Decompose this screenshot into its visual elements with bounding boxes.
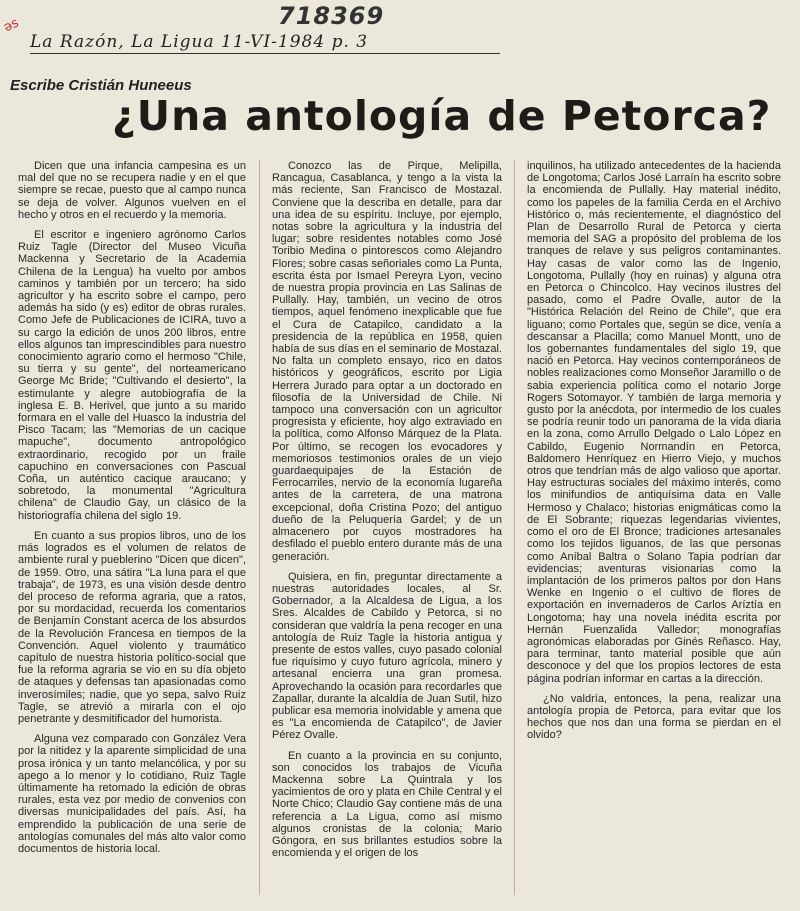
- article-byline: Escribe Cristián Huneeus: [10, 77, 192, 94]
- article-column-2: [272, 160, 502, 867]
- article-column-1: [18, 160, 246, 863]
- paragraph: Alguna vez comparado con González Vera por la nitidez y la aparente simplicidad de una prosa irónica y un tanto melancólica, y por su apego a lo menor y lo cotidiano, Ruiz Tagle últimamente ha retomado la edición de obras rurales, esta vez por medio de convenios con diversas municipalidades del país. Así, ha emprendido la publicación de una serie de antologías comunales del más alto valor como documentos de historia local.: [18, 733, 246, 855]
- source-annotation: La Razón, La Ligua 11-VI-1984 p. 3: [30, 32, 500, 54]
- paragraph: El escritor e ingeniero agrónomo Carlos Ruiz Tagle (Director del Museo Vicuña Mackenna y Secretario de la Academia Chilena de la Lengua) ha vuelto por ambos caminos y también por un tercero; ha sido agricultor y ha escrito sobre el campo, pero además ha sido (y es) editor de obras rurales. Como Jefe de Publicaciones de ICIRA, tuvo a su cargo la edición de unos 200 libros, entre ellos algunos tan imprescindibles para nuestro conocimiento agrario como el hermoso "Chile, su tierra y su gente", del norteamericano George Mc Bride; "Cultivando el desierto", la estimulante y alegre autobiografía de la inglesa E. B. Herivel, que junto a su marido formara en el valle del Huasco la industria del Pisco Tacam; las "Memorias de un cacique mapuche", documento antropológico extraordinario, recogido por un fraile capuchino en conversaciones con Pascual Coña, un auténtico cacique araucano; y sobretodo, la monumental "Agricultura chilena" de Claudio Gay, un clásico de la historiografía chilena del siglo 19.: [18, 229, 246, 522]
- paragraph: En cuanto a la provincia en su conjunto, son conocidos los trabajos de Vicuña Mackenna sobre La Quintrala y los yacimientos de oro y plata en Chile Central y el Norte Chico; Claudio Gay contiene más de una referencia a La Ligua, como así mismo algunos cronistas de la colonia; Mario Góngora, en sus brillantes estudios sobre la encomienda y el origen de los: [272, 749, 502, 860]
- column-divider: [259, 160, 260, 895]
- paragraph: ¿No valdría, entonces, la pena, realizar una antología propia de Petorca, para evitar que los hechos que nos dan una forma se pierdan en el olvido?: [527, 692, 781, 742]
- column-divider: [514, 160, 515, 895]
- archive-number: 718369: [278, 2, 385, 30]
- article-headline: ¿Una antología de Petorca?: [112, 92, 772, 140]
- paragraph: Conozco las de Pirque, Melipilla, Rancagua, Casablanca, y tengo a la vista la más reciente, San Francisco de Mostazal. Conviene que la describa en detalle, para dar una idea de su espíritu. Incluye, por ejemplo, notas sobre la agricultura y la industria del lugar; sobre residentes notables como José Toribio Medina o pintorescos como Alejandro Flores; sobre casas señoriales como La Punta, escrita ésta por Ismael Pereyra Lyon, vecino de nuestra propia provincia en Las Salinas de Pullally. Hay, también, un vecino de otros tiempos, aquel fenómeno inexplicable que fue el Cura de Catapilco, candidato a la presidencia de la república en 1958, quien había de sus días en el seminario de Mostazal. No falta un completo ensayo, rico en datos históricos y geográficos, escrito por Ligia Herrera Jurado para optar a un doctorado en filosofía de la Universidad de Chile. Ni tampoco una conversación con un agricultor progresista y eficiente, hoy algo extraviado en la política, como Alfonso Márquez de la Plata. Por último, se recogen los evocadores y memoriosos testimonios orales de un viejo guardaequipajes de la Estación de Ferrocarriles, nervio de la economía lugareña antes de la carretera, de una matrona excepcional, doña Cristina Pozo; del antiguo dueño de la Peluquería Gardel; y de un almacenero por cuyos mostradores ha desfilado el pueblo entero durante más de una generación.: [272, 160, 502, 563]
- margin-tick-mark: ǝs: [1, 15, 22, 36]
- paragraph: Quisiera, en fin, preguntar directamente a nuestras autoridades locales, al Sr. Gobernador, a la Alcaldesa de Ligua, a los Sres. Alcaldes de Cabildo y Petorca, si no consideran que valdría la pena recoger en una antología de Ruiz Tagle la historia antigua y presente de estos valles, cuyo pasado colonial fue riquísimo y cuyo futuro agrícola, minero y artesanal encierra una gran promesa. Aprovechando la ocasión para recordarles que Zapallar, durante la alcaldía de Juan Sutil, hizo publicar esa memoria inolvidable y amena que es "La encomienda de Catapilco", de Javier Pérez Ovalle.: [272, 570, 502, 742]
- paragraph: En cuanto a sus propios libros, uno de los más logrados es el volumen de relatos de ambiente rural y pueblerino "Dicen que dicen", de 1959. Otro, una sátira "La luna para el que trabaja", de 1973, es una visión desde dentro del proceso de reforma agraria, que a ratos, por su mordacidad, recuerda los comentarios de Benjamín Constant acerca de los absurdos de la Revolución Francesa en tiempos de la Convención. Aquel violento y traumático capítulo de nuestra historia político-social que fue la reforma agraria se vio en su día objeto de ataques y defensas tan apasionadas como inverosímiles; nadie, que yo sepa, salvo Ruiz Tagle, se atrevió a mirarla con el ojo penetrante y desmitificador del humorista.: [18, 529, 246, 725]
- paragraph: Dicen que una infancia campesina es un mal del que no se recupera nadie y en el que siempre se recae, puesto que al campo nunca se deja de volver. Algunos vuelven en el hecho y otros en el recuerdo y la memoria.: [18, 160, 246, 221]
- paragraph: inquilinos, ha utilizado antecedentes de la hacienda de Longotoma; Carlos José Larraín ha escrito sobre la encomienda de Pullally. Hay material inédito, como los papeles de la familia Cerda en el Archivo Histórico o, más recientemente, el diagnóstico del Plan de Desarrollo Rural de Petorca y cierta memoria del SAG a propósito del problema de los tranques de relave y sus peligros contaminantes. Hay casas de valor como las de Ingenio, Longotoma, Pullally (hoy en ruinas) y alguna otra en Petorca o Chincolco. Hay vecinos ilustres del pasado, como el Padre Ovalle, autor de la "Histórica Relación del Reino de Chile", que era liguano; como Portales que, según se dice, venía a descansar a Placilla; como Manuel Montt, uno de los gobernantes fundamentales del siglo 19, que nació en Petorca. Hay vecinos contemporáneos de nobles realizaciones como Monseñor Jaramillo o de sabia experiencia política como el notario Jorge Rogers Sotomayor. Y también de larga memoria y gusto por la anécdota, por intermedio de los cuales se podría reunir todo un panorama de la vida diaria en la zona, como Arrullo Delgado o Lalo López en Cabildo, Eugenio Normandín en Petorca, Baldomero Henríquez en Hierro Viejo, y muchos otros que tendrían más de algo valioso que aportar. Hay estructuras sociales del máximo interés, como los minifundios de antiquísima data en Valle Hermoso y Chalaco; historias enigmáticas como la de El Sobrante; riquezas legendarias vivientes, como el oro de El Bronce; tradiciones artesanales como los tejidos liguanos, de las que personas como Aníbal Baltra o Solano Tapia podrían dar evidencias; aventuras visionarias como la implantación de los primeros paltos por don Hans Wenke en Ingenio o el cultivo de flores de exportación en invernaderos de Carlos Aríztía en Longotoma; hay una novela inédita escrita por Hernán Fuenzalida Valledor; monografías agronómicas elaboradas por Ginés Reñasco. Hay, para terminar, tanto material posible que aún desconoce y del que los propios lectores de esta página podrían informar en cartas a la dirección.: [527, 160, 781, 685]
- article-column-3: [527, 160, 781, 750]
